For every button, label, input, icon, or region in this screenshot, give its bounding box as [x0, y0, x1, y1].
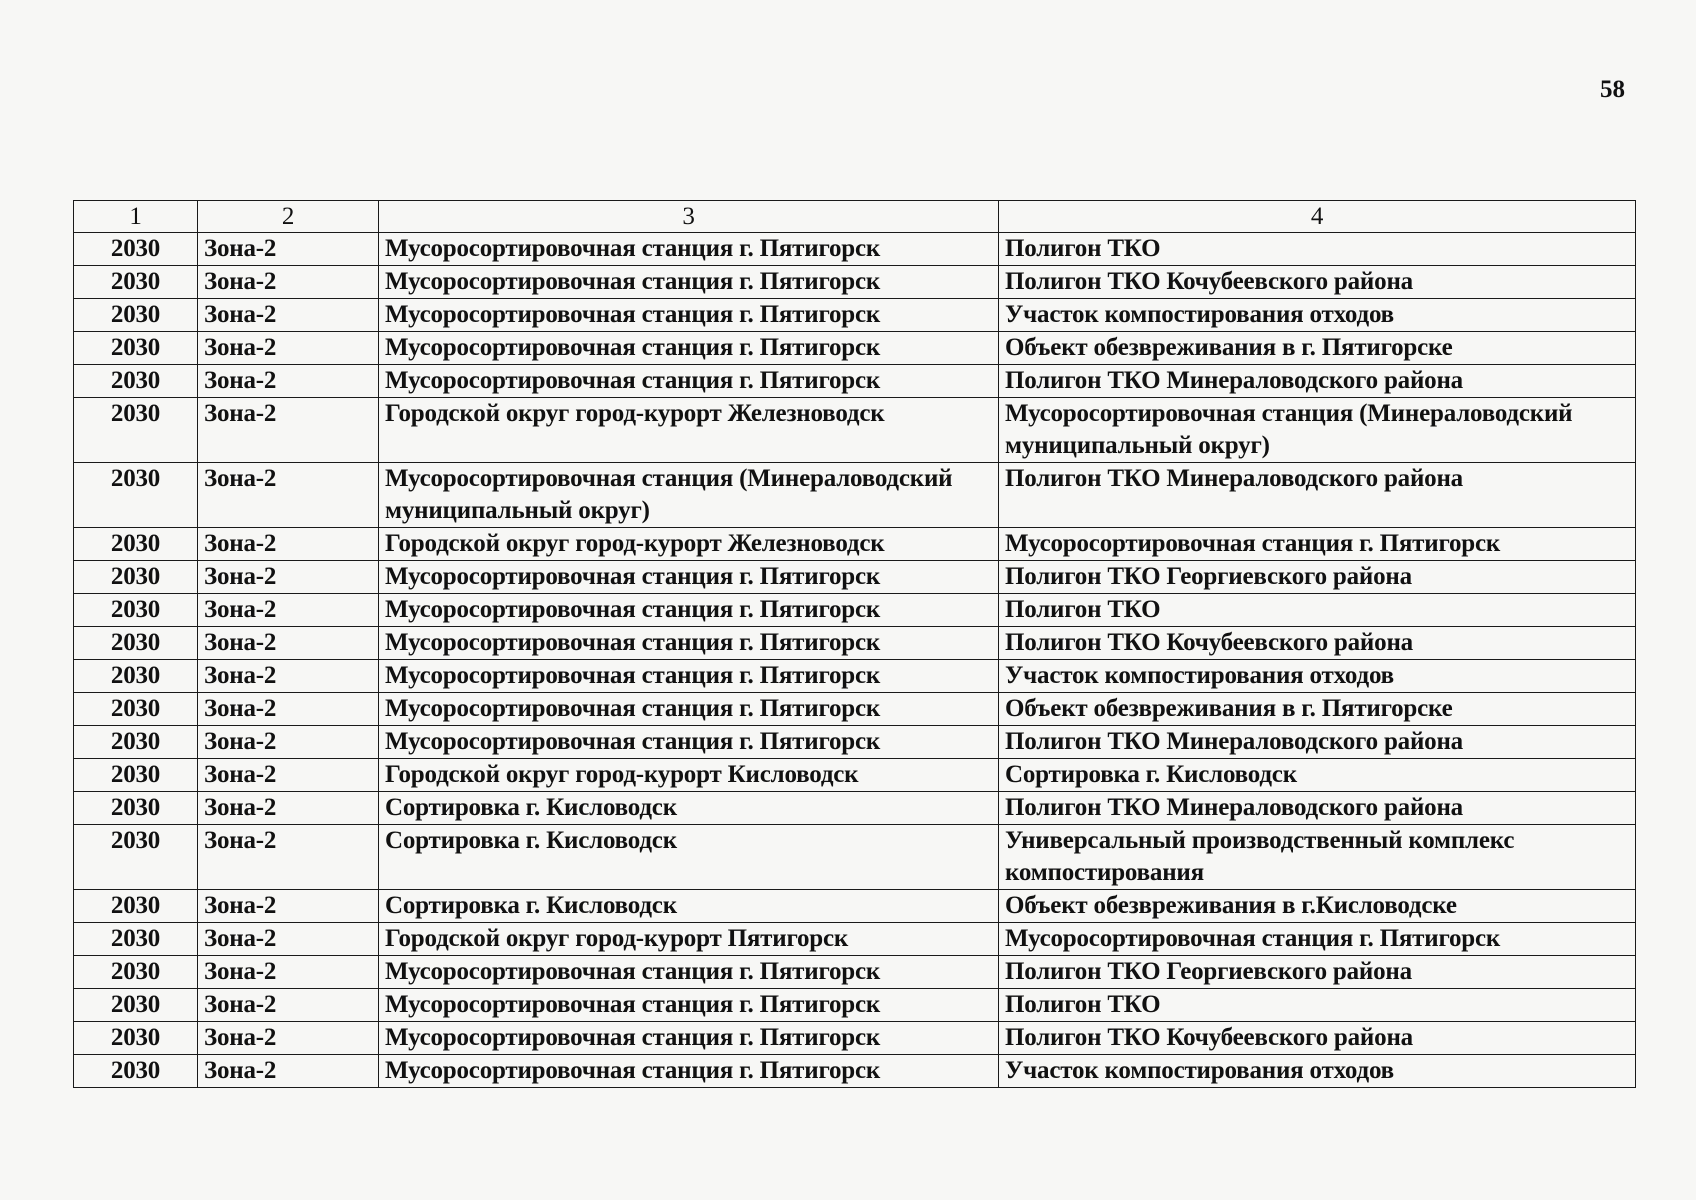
- column-header-2: 2: [198, 201, 379, 233]
- cell-zone: Зона-2: [198, 627, 379, 660]
- table-row: [74, 332, 1636, 365]
- cell-zone: Зона-2: [198, 299, 379, 332]
- cell-destination: Полигон ТКО Кочубеевского района: [999, 1022, 1636, 1055]
- cell-source: Мусоросортировочная станция г. Пятигорск: [379, 365, 999, 398]
- cell-source: Городской округ город-курорт Кисловодск: [379, 759, 999, 792]
- cell-destination: Участок компостирования отходов: [999, 1055, 1636, 1088]
- cell-zone: Зона-2: [198, 726, 379, 759]
- cell-zone: Зона-2: [198, 1055, 379, 1088]
- cell-destination: Полигон ТКО: [999, 233, 1636, 266]
- cell-source: Мусоросортировочная станция г. Пятигорск: [379, 233, 999, 266]
- table-row: [74, 528, 1636, 561]
- cell-year: 2030: [74, 923, 198, 956]
- table-row: [74, 365, 1636, 398]
- cell-destination: Универсальный производственный комплекс компостирования: [999, 825, 1636, 890]
- table-row: [74, 594, 1636, 627]
- cell-zone: Зона-2: [198, 463, 379, 528]
- cell-destination: Полигон ТКО Минераловодского района: [999, 792, 1636, 825]
- table-row: [74, 1055, 1636, 1088]
- cell-zone: Зона-2: [198, 398, 379, 463]
- table-row: [74, 693, 1636, 726]
- cell-year: 2030: [74, 890, 198, 923]
- cell-destination: Объект обезвреживания в г. Пятигорске: [999, 693, 1636, 726]
- cell-destination: Мусоросортировочная станция (Минераловодский муниципальный округ): [999, 398, 1636, 463]
- cell-year: 2030: [74, 726, 198, 759]
- cell-destination: Полигон ТКО Минераловодского района: [999, 726, 1636, 759]
- cell-year: 2030: [74, 759, 198, 792]
- cell-source: Мусоросортировочная станция г. Пятигорск: [379, 594, 999, 627]
- cell-zone: Зона-2: [198, 693, 379, 726]
- table-row: [74, 825, 1636, 890]
- cell-source: Сортировка г. Кисловодск: [379, 792, 999, 825]
- cell-source: Мусоросортировочная станция г. Пятигорск: [379, 1022, 999, 1055]
- cell-source: Мусоросортировочная станция г. Пятигорск: [379, 726, 999, 759]
- cell-year: 2030: [74, 561, 198, 594]
- page-number: 58: [1600, 76, 1625, 103]
- cell-source: Сортировка г. Кисловодск: [379, 825, 999, 890]
- table-row: [74, 398, 1636, 463]
- cell-zone: Зона-2: [198, 233, 379, 266]
- cell-year: 2030: [74, 1022, 198, 1055]
- cell-destination: Объект обезвреживания в г. Пятигорске: [999, 332, 1636, 365]
- table-row: [74, 792, 1636, 825]
- cell-zone: Зона-2: [198, 825, 379, 890]
- cell-source: Мусоросортировочная станция г. Пятигорск: [379, 561, 999, 594]
- table-row: [74, 463, 1636, 528]
- column-header-4: 4: [999, 201, 1636, 233]
- cell-zone: Зона-2: [198, 266, 379, 299]
- cell-source: Мусоросортировочная станция г. Пятигорск: [379, 1055, 999, 1088]
- cell-zone: Зона-2: [198, 1022, 379, 1055]
- table-row: [74, 266, 1636, 299]
- cell-destination: Полигон ТКО Минераловодского района: [999, 463, 1636, 528]
- table-row: [74, 1022, 1636, 1055]
- cell-year: 2030: [74, 233, 198, 266]
- cell-zone: Зона-2: [198, 660, 379, 693]
- column-header-1: 1: [74, 201, 198, 233]
- cell-zone: Зона-2: [198, 956, 379, 989]
- cell-zone: Зона-2: [198, 365, 379, 398]
- cell-year: 2030: [74, 693, 198, 726]
- cell-source: Мусоросортировочная станция г. Пятигорск: [379, 332, 999, 365]
- table-row: [74, 299, 1636, 332]
- cell-zone: Зона-2: [198, 528, 379, 561]
- cell-year: 2030: [74, 528, 198, 561]
- table-row: [74, 923, 1636, 956]
- cell-destination: Полигон ТКО: [999, 594, 1636, 627]
- cell-year: 2030: [74, 594, 198, 627]
- table-row: [74, 233, 1636, 266]
- cell-source: Мусоросортировочная станция г. Пятигорск: [379, 989, 999, 1022]
- cell-year: 2030: [74, 989, 198, 1022]
- table-row: [74, 627, 1636, 660]
- cell-year: 2030: [74, 660, 198, 693]
- cell-zone: Зона-2: [198, 989, 379, 1022]
- cell-year: 2030: [74, 463, 198, 528]
- cell-destination: Полигон ТКО Кочубеевского района: [999, 266, 1636, 299]
- cell-source: Мусоросортировочная станция (Минераловодский муниципальный округ): [379, 463, 999, 528]
- cell-source: Городской округ город-курорт Железноводск: [379, 398, 999, 463]
- cell-zone: Зона-2: [198, 923, 379, 956]
- cell-zone: Зона-2: [198, 792, 379, 825]
- cell-source: Мусоросортировочная станция г. Пятигорск: [379, 693, 999, 726]
- cell-source: Городской округ город-курорт Железноводск: [379, 528, 999, 561]
- table-header-row: [74, 201, 1636, 233]
- cell-source: Городской округ город-курорт Пятигорск: [379, 923, 999, 956]
- cell-zone: Зона-2: [198, 561, 379, 594]
- table-row: [74, 759, 1636, 792]
- cell-destination: Мусоросортировочная станция г. Пятигорск: [999, 923, 1636, 956]
- cell-destination: Сортировка г. Кисловодск: [999, 759, 1636, 792]
- table-row: [74, 989, 1636, 1022]
- cell-year: 2030: [74, 1055, 198, 1088]
- cell-year: 2030: [74, 332, 198, 365]
- cell-destination: Полигон ТКО Георгиевского района: [999, 956, 1636, 989]
- table-row: [74, 726, 1636, 759]
- table-row: [74, 890, 1636, 923]
- routes-table: [73, 200, 1636, 1088]
- cell-year: 2030: [74, 365, 198, 398]
- cell-source: Мусоросортировочная станция г. Пятигорск: [379, 660, 999, 693]
- cell-year: 2030: [74, 627, 198, 660]
- column-header-3: 3: [379, 201, 999, 233]
- cell-year: 2030: [74, 398, 198, 463]
- cell-destination: Полигон ТКО Кочубеевского района: [999, 627, 1636, 660]
- cell-source: Мусоросортировочная станция г. Пятигорск: [379, 266, 999, 299]
- cell-source: Мусоросортировочная станция г. Пятигорск: [379, 299, 999, 332]
- cell-destination: Полигон ТКО Минераловодского района: [999, 365, 1636, 398]
- cell-source: Мусоросортировочная станция г. Пятигорск: [379, 956, 999, 989]
- table-row: [74, 956, 1636, 989]
- cell-source: Сортировка г. Кисловодск: [379, 890, 999, 923]
- cell-zone: Зона-2: [198, 332, 379, 365]
- cell-zone: Зона-2: [198, 890, 379, 923]
- cell-destination: Полигон ТКО: [999, 989, 1636, 1022]
- table-row: [74, 660, 1636, 693]
- cell-destination: Участок компостирования отходов: [999, 299, 1636, 332]
- cell-destination: Участок компостирования отходов: [999, 660, 1636, 693]
- cell-year: 2030: [74, 266, 198, 299]
- cell-year: 2030: [74, 956, 198, 989]
- cell-destination: Мусоросортировочная станция г. Пятигорск: [999, 528, 1636, 561]
- cell-year: 2030: [74, 299, 198, 332]
- cell-source: Мусоросортировочная станция г. Пятигорск: [379, 627, 999, 660]
- cell-destination: Объект обезвреживания в г.Кисловодске: [999, 890, 1636, 923]
- cell-year: 2030: [74, 792, 198, 825]
- cell-zone: Зона-2: [198, 594, 379, 627]
- cell-year: 2030: [74, 825, 198, 890]
- table-row: [74, 561, 1636, 594]
- cell-zone: Зона-2: [198, 759, 379, 792]
- cell-destination: Полигон ТКО Георгиевского района: [999, 561, 1636, 594]
